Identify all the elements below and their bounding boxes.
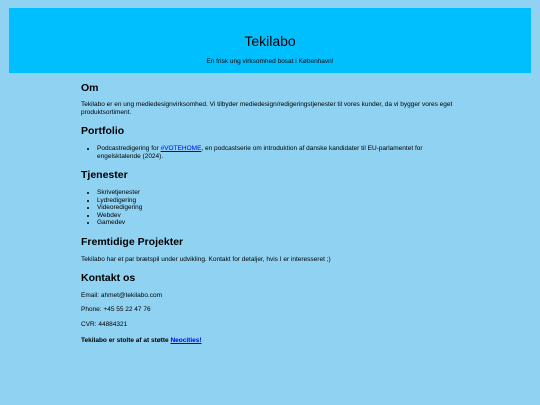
service-item: • Videoredigering (97, 204, 142, 212)
contact-email: Email: ahmet@tekilabo.com (81, 292, 163, 299)
services-list (81, 189, 142, 227)
footer-text (81, 337, 202, 345)
neocities-link[interactable]: Neocities! (170, 337, 202, 344)
portfolio-heading: Portfolio (81, 125, 125, 137)
site-subtitle: En frisk ung virksomhed bosat i København! (206, 58, 334, 65)
service-item: • Gamedev (97, 219, 142, 227)
about-heading: Om (81, 82, 99, 94)
portfolio-item-suffix: , en podcastserie om introduktion af danske kandidater til EU-parlamentet for engelsktalende (2024). (97, 145, 423, 160)
about-text: Tekilabo er en ung mediedesignvirksomhed. Vi tilbyder mediedesign/redigeringstjenester til vores kunder, da vi bygger vores eget produktsortiment. (81, 101, 453, 116)
header-banner (9, 8, 531, 73)
future-projects-text: Tekilabo har et par brætspil under udvikling. Kontakt for detaljer, hvis I er interesseret ;) (81, 256, 331, 263)
site-title: Tekilabo (244, 33, 296, 49)
service-item: • Skrivetjenester (97, 189, 142, 197)
votehome-link[interactable]: #VOTEHOME (160, 145, 202, 152)
future-projects-heading: Fremtidige Projekter (81, 236, 184, 248)
contact-cvr: CVR: 44884321 (81, 321, 128, 328)
portfolio-item (97, 145, 439, 160)
contact-heading: Kontakt os (81, 272, 136, 284)
portfolio-list (81, 145, 439, 160)
service-item: • Lydredigering (97, 197, 142, 205)
portfolio-item-prefix: Podcastredigering for (97, 145, 161, 152)
footer-label: Tekilabo er stolte af at støtte (81, 337, 171, 344)
services-heading: Tjenester (81, 169, 128, 181)
contact-phone: Phone: +45 55 22 47 76 (81, 306, 151, 313)
service-item: • Webdev (97, 212, 142, 220)
